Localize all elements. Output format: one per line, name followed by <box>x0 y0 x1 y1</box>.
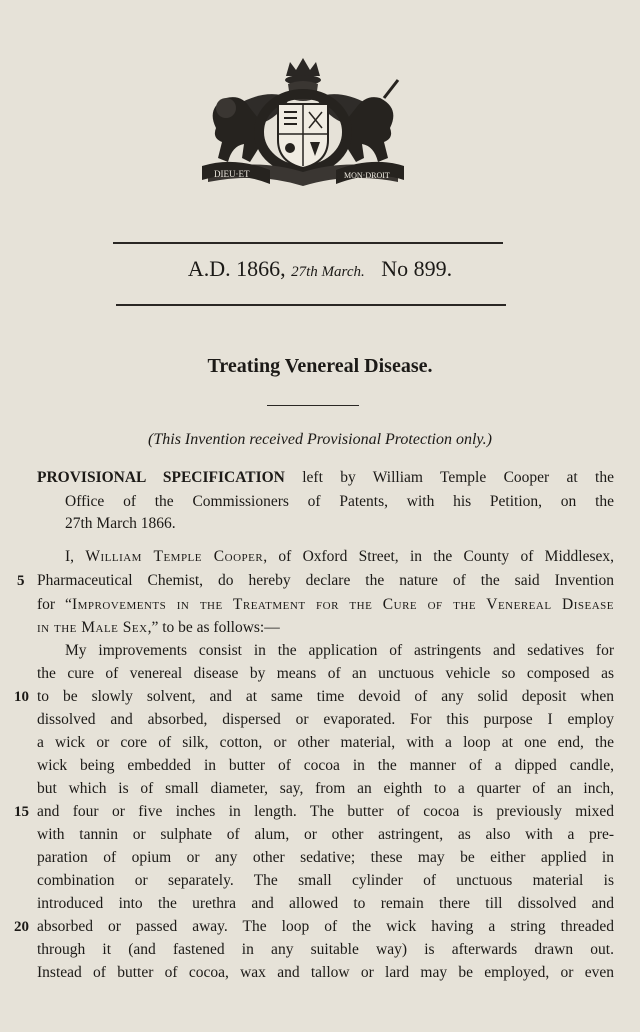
text-line: but which is of small diameter, say, from an eighth to a quarter of an inch, <box>37 780 614 797</box>
title-rule <box>267 405 359 406</box>
text-line: paration of opium or any other sedative; these may be either applied in <box>37 849 614 866</box>
royal-coat-of-arms <box>198 58 408 192</box>
line-number: 5 <box>17 573 25 589</box>
text-line: PROVISIONAL SPECIFICATION left by William Temple Cooper at the <box>37 469 614 486</box>
text-line: the cure of venereal disease by means of an unctuous vehicle so composed as <box>37 665 614 682</box>
decorative-rule <box>116 304 506 306</box>
year-label: A.D. 1866, <box>187 256 286 281</box>
text-line: introduced into the urethra and allowed to remain there till dissolved and <box>37 895 614 912</box>
document-title: Treating Venereal Disease. <box>207 355 433 377</box>
line-number: 15 <box>14 804 29 820</box>
line-number: 20 <box>14 919 29 935</box>
text-line: in the Male Sex,” to be as follows:— <box>37 619 280 636</box>
text-line: and four or five inches in length. The butter of cocoa is previously mixed <box>37 803 614 820</box>
patent-header <box>0 256 640 282</box>
motto-left: DIEU·ET <box>214 169 250 179</box>
text-line: absorbed or passed away. The loop of the wick having a string threaded <box>37 918 614 935</box>
text-line: for “Improvements in the Treatment for the Cure of the Venereal Disease <box>37 596 615 613</box>
text-line: My improvements consist in the application of astringents and sedatives for <box>65 642 614 659</box>
text-line: wick being embedded in butter of cocoa in the manner of a dipped candle, <box>37 757 614 774</box>
applicant-name: William Temple Cooper <box>85 548 264 565</box>
text-line: Instead of butter of cocoa, wax and tallow or lard may be employed, or even <box>37 964 614 981</box>
protection-note: (This Invention received Provisional Protection only.) <box>148 431 492 448</box>
text-line: I, William Temple Cooper, of Oxford Street, in the County of Middlesex, <box>65 548 614 565</box>
decorative-rule <box>113 242 503 244</box>
text-line: Office of the Commissioners of Patents, with his Petition, on the <box>65 493 614 510</box>
line-number: 10 <box>14 689 29 705</box>
motto-right: MON·DROIT <box>344 171 390 180</box>
text-line: dissolved and absorbed, dispersed or evaporated. For this purpose I employ <box>37 711 614 728</box>
text-line: a wick or core of silk, cotton, or other material, with a loop at one end, the <box>37 734 614 751</box>
invention-title: Improvements in the Treatment for the Cure of the Venereal Disease <box>71 596 615 613</box>
date-label: 27th March. <box>291 264 365 280</box>
patent-number: No 899. <box>381 256 453 281</box>
text-line: with tannin or sulphate of alum, or other astringent, as also with a pre- <box>37 826 614 843</box>
text-line: to be slowly solvent, and at same time devoid of any solid deposit when <box>37 688 614 705</box>
text-line: through it (and fastened in any suitable way) is afterwards drawn out. <box>37 941 614 958</box>
spec-heading: PROVISIONAL SPECIFICATION <box>37 469 285 486</box>
text-line: Pharmaceutical Chemist, do hereby declare the nature of the said Invention <box>37 572 614 589</box>
text-line: combination or separately. The small cylinder of unctuous material is <box>37 872 614 889</box>
text-line: 27th March 1866. <box>65 515 176 532</box>
